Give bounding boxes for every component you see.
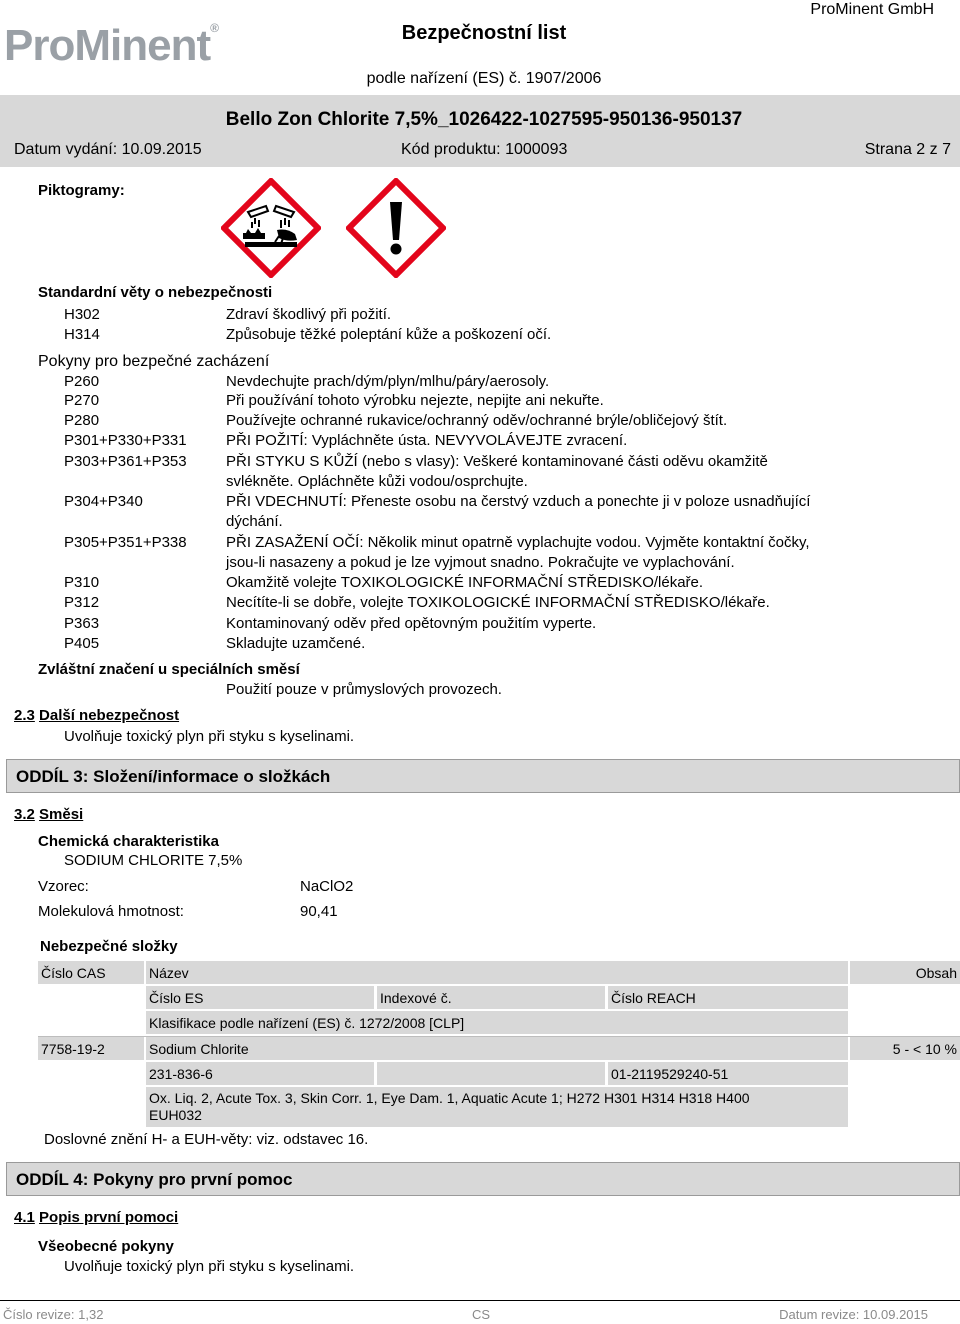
first-aid-title: Popis první pomoci [39, 1209, 179, 1226]
regulation-reference: podle nařízení (ES) č. 1907/2006 [366, 70, 602, 87]
exclamation-icon [346, 178, 446, 278]
hazard-text: Způsobuje těžké poleptání kůže a poškození očí. [226, 326, 552, 343]
logo-text: ProMinent® [4, 21, 218, 70]
mixtures-number: 3.2 [14, 806, 35, 823]
cell-classification [146, 1087, 848, 1127]
column-header-content: Obsah [850, 961, 960, 984]
column-header-index: Indexové č. [377, 986, 605, 1009]
h-statements-note: Doslovné znění H- a EUH-věty: viz. odstavec 16. [44, 1131, 369, 1148]
precaution-code: P270 [64, 392, 100, 409]
footer-revision-number: Číslo revize: 1,32 [3, 1307, 104, 1322]
precaution-text: PŘI STYKU S KŮŽÍ (nebo s vlasy): Veškeré kontaminované části oděvu okamžitě [226, 453, 768, 470]
pictograms-label: Piktogramy: [38, 182, 125, 199]
section-3-bar [6, 759, 960, 793]
mixtures-title: Směsi [39, 806, 84, 823]
cell-index [377, 1062, 605, 1085]
molecular-weight-value: 90,41 [300, 903, 338, 920]
column-header-reach: Číslo REACH [608, 986, 848, 1009]
precaution-text: PŘI ZASAŽENÍ OČÍ: Několik minut opatrně vyplachujte vodou. Vyjměte kontaktní čočky, [226, 534, 810, 551]
precaution-code: P303+P361+P353 [64, 453, 187, 470]
section-4-bar [6, 1162, 960, 1196]
section-3-title: ODDÍL 3: Složení/informace o složkách [16, 767, 331, 786]
special-labelling-heading: Zvláštní značení u speciálních směsí [38, 661, 300, 678]
page-number: Strana 2 z 7 [864, 141, 951, 158]
column-header-es: Číslo ES [146, 986, 374, 1009]
hazard-code: H314 [64, 326, 100, 343]
first-aid-number: 4.1 [14, 1209, 35, 1226]
cell-content: 5 - < 10 % [850, 1037, 960, 1060]
precautionary-heading: Pokyny pro bezpečné zacházení [38, 353, 270, 370]
product-code: Kód produktu: 1000093 [401, 141, 568, 158]
precaution-text: dýchání. [226, 513, 283, 530]
precaution-code: P310 [64, 574, 100, 591]
precaution-code: P363 [64, 615, 100, 632]
hazard-statements-heading: Standardní věty o nebezpečnosti [38, 284, 273, 301]
issue-date: Datum vydání: 10.09.2015 [14, 141, 202, 158]
precaution-text: Okamžitě volejte TOXIKOLOGICKÉ INFORMAČNÍ STŘEDISKO/lékaře. [226, 574, 704, 591]
footer-revision-date: Datum revize: 10.09.2015 [779, 1307, 928, 1322]
formula-value: NaClO2 [300, 878, 354, 895]
cell-cas: 7758-19-2 [38, 1037, 144, 1060]
precaution-text: PŘI VDECHNUTÍ: Přeneste osobu na čerstvý vzduch a ponechte ji v poloze usnadňující [226, 493, 811, 510]
general-advice-text: Uvolňuje toxický plyn při styku s kyselinami. [64, 1258, 355, 1275]
formula-label: Vzorec: [38, 878, 89, 895]
molecular-weight-label: Molekulová hmotnost: [38, 903, 184, 920]
cell-reach: 01-2119529240-51 [608, 1062, 848, 1085]
precaution-text: Při používání tohoto výrobku nejezte, nepijte ani nekuřte. [226, 392, 604, 409]
precaution-code: P304+P340 [64, 493, 143, 510]
precaution-code: P312 [64, 594, 100, 611]
chemical-characterization-heading: Chemická charakteristika [38, 833, 219, 850]
classification-line-2: EUH032 [149, 1107, 202, 1123]
cell-es: 231-836-6 [146, 1062, 374, 1085]
precaution-text: svlékněte. Opláchněte kůži vodou/osprchujte. [226, 473, 528, 490]
hazardous-components-heading: Nebezpečné složky [40, 938, 178, 955]
precaution-text: Nevdechujte prach/dým/plyn/mlhu/páry/aerosoly. [226, 373, 550, 390]
footer-divider [0, 1300, 960, 1301]
precaution-text: Kontaminovaný oděv před opětovným použitím vyperte. [226, 615, 597, 632]
mixtures-heading [14, 806, 83, 823]
precaution-code: P260 [64, 373, 100, 390]
precaution-code: P301+P330+P331 [64, 432, 187, 449]
column-header-classification: Klasifikace podle nařízení (ES) č. 1272/2008 [CLP] [146, 1011, 848, 1034]
hazard-code: H302 [64, 306, 100, 323]
precaution-text: Skladujte uzamčené. [226, 635, 366, 652]
section-4-title: ODDÍL 4: Pokyny pro první pomoc [16, 1170, 293, 1189]
precaution-text: Necítíte-li se dobře, volejte TOXIKOLOGICKÉ INFORMAČNÍ STŘEDISKO/lékaře. [226, 594, 770, 611]
cell-name: Sodium Chlorite [146, 1037, 848, 1060]
classification-line-1: Ox. Liq. 2, Acute Tox. 3, Skin Corr. 1, Eye Dam. 1, Aquatic Acute 1; H272 H301 H314 H318 H400 [149, 1090, 750, 1106]
company-name: ProMinent GmbH [810, 1, 934, 18]
corrosion-icon [221, 178, 321, 278]
first-aid-heading [14, 1209, 178, 1226]
column-header-cas: Číslo CAS [38, 961, 144, 984]
chemical-characterization-text: SODIUM CHLORITE 7,5% [64, 852, 243, 869]
product-name: Bello Zon Chlorite 7,5%_1026422-1027595-950136-950137 [225, 109, 743, 130]
other-hazards-text: Uvolňuje toxický plyn při styku s kyselinami. [64, 728, 355, 745]
document-title: Bezpečnostní list [401, 22, 567, 44]
precaution-code: P280 [64, 412, 100, 429]
hazard-text: Zdraví škodlivý při požití. [226, 306, 392, 323]
precaution-code: P305+P351+P338 [64, 534, 187, 551]
footer-language: CS [472, 1307, 491, 1322]
column-header-name: Název [146, 961, 848, 984]
other-hazards-heading [14, 707, 179, 724]
other-hazards-number: 2.3 [14, 707, 35, 724]
precaution-text: PŘI POŽITÍ: Vypláchněte ústa. NEVYVOLÁVEJTE zvracení. [226, 432, 628, 449]
precaution-code: P405 [64, 635, 100, 652]
special-labelling-text: Použití pouze v průmyslových provozech. [226, 681, 502, 698]
general-advice-heading: Všeobecné pokyny [38, 1238, 174, 1255]
precaution-text: Používejte ochranné rukavice/ochranný oděv/ochranné brýle/obličejový štít. [226, 412, 728, 429]
other-hazards-title: Další nebezpečnost [39, 707, 180, 724]
precaution-text: jsou-li nasazeny a pokud je lze vyjmout snadno. Pokračujte ve vyplachování. [226, 554, 735, 571]
